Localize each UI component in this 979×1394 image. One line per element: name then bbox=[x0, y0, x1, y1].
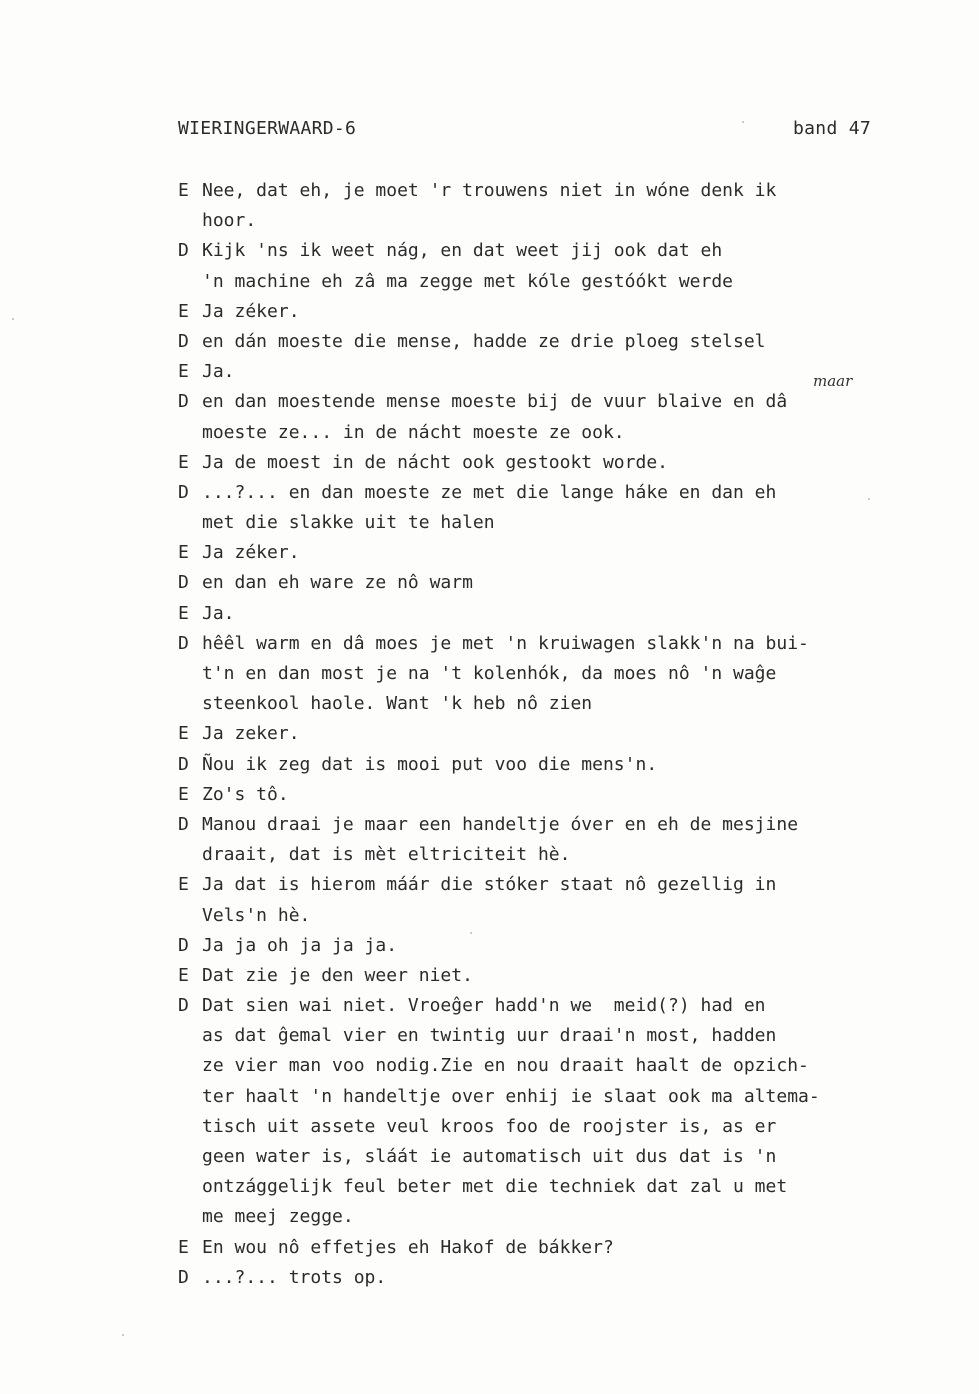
transcript-turn bbox=[178, 931, 918, 961]
speaker-label: D bbox=[178, 240, 189, 262]
scan-speck bbox=[470, 932, 472, 934]
transcript-turn bbox=[178, 991, 918, 1233]
transcript-line: steenkool haole. Want 'k heb nô zien bbox=[202, 693, 593, 715]
transcript-line: Ja zéker. bbox=[202, 542, 300, 564]
speaker-label: E bbox=[178, 300, 189, 322]
tape-number: band 47 bbox=[793, 118, 871, 139]
transcript-line: Ja zeker. bbox=[202, 723, 300, 745]
speaker-label: D bbox=[178, 572, 189, 594]
transcript-turn bbox=[178, 176, 918, 236]
speaker-label: D bbox=[178, 813, 189, 835]
transcript-line: en dan moestende mense moeste bij de vuur blaive en dâ bbox=[202, 391, 788, 413]
transcript-line: Ja zéker. bbox=[202, 300, 300, 322]
transcript-line: ze vier man voo nodig.Zie en nou draait haalt de opzich- bbox=[202, 1055, 809, 1077]
transcript-line: Ja. bbox=[202, 602, 235, 624]
handwritten-correction: maar bbox=[813, 372, 853, 390]
transcript-turn bbox=[178, 599, 918, 629]
transcript-line: me meej zegge. bbox=[202, 1206, 354, 1228]
transcript-line: Ja dat is hierom máár die stóker staat nô gezellig in bbox=[202, 874, 777, 896]
transcript-turn bbox=[178, 357, 918, 387]
transcript-turn bbox=[178, 629, 918, 720]
transcript-line: Manou draai je maar een handeltje óver en eh de mesjine bbox=[202, 813, 799, 835]
transcript-line: ...?... en dan moeste ze met die lange háke en dan eh bbox=[202, 481, 777, 503]
transcript-turn bbox=[178, 750, 918, 780]
scan-speck bbox=[12, 318, 14, 320]
speaker-label: D bbox=[178, 995, 189, 1017]
transcript-line: en dán moeste die mense, hadde ze drie ploeg stelsel bbox=[202, 330, 766, 352]
transcript-line: geen water is, sláát ie automatisch uit dus dat is 'n bbox=[202, 1146, 777, 1167]
speaker-label: D bbox=[178, 1266, 189, 1288]
speaker-label: D bbox=[178, 632, 189, 654]
transcript-line: moeste ze... in de nácht moeste ze ook. bbox=[202, 421, 625, 443]
transcript-turn bbox=[178, 297, 918, 327]
speaker-label: E bbox=[178, 602, 189, 624]
transcript-turn bbox=[178, 719, 918, 749]
speaker-label: E bbox=[178, 451, 189, 473]
transcript-line: En wou nô effetjes eh Hakof de bákker? bbox=[202, 1236, 614, 1258]
transcript-turn bbox=[178, 780, 918, 810]
speaker-label: E bbox=[178, 783, 189, 805]
transcript-turn bbox=[178, 387, 918, 447]
transcript-turn bbox=[178, 236, 918, 296]
scan-speck bbox=[742, 121, 744, 123]
transcript-line: Dat sien wai niet. Vroeĝer hadd'n we meid(?) had en bbox=[202, 995, 766, 1017]
transcript-turn bbox=[178, 1233, 918, 1263]
speaker-label: E bbox=[178, 1236, 189, 1258]
transcript-turn bbox=[178, 870, 918, 930]
transcript-line: met die slakke uit te halen bbox=[202, 512, 495, 534]
transcript-line: Zo's tô. bbox=[202, 783, 289, 805]
transcript-line: 'n machine eh zâ ma zegge met kóle gestóókt werde bbox=[202, 270, 734, 292]
transcript-turn bbox=[178, 810, 918, 870]
transcript-line: ...?... trots op. bbox=[202, 1266, 387, 1288]
transcript-turn bbox=[178, 478, 918, 538]
speaker-label: D bbox=[178, 481, 189, 503]
speaker-label: E bbox=[178, 180, 189, 201]
transcript-turn bbox=[178, 1263, 918, 1293]
transcript-line: Nee, dat eh, je moet 'r trouwens niet in wóne denk ik bbox=[202, 180, 777, 201]
transcript-turn bbox=[178, 327, 918, 357]
transcript-line: tisch uit assete veul kroos foo de roojster is, as er bbox=[202, 1115, 777, 1137]
transcript-turn bbox=[178, 448, 918, 478]
transcript-line: Vels'n hè. bbox=[202, 904, 311, 926]
scan-speck bbox=[868, 498, 870, 500]
speaker-label: D bbox=[178, 391, 189, 413]
transcript-line: ter haalt 'n handeltje over enhij ie slaat ook ma altema- bbox=[202, 1085, 820, 1107]
transcript-line: draait, dat is mèt eltriciteit hè. bbox=[202, 844, 571, 866]
transcript-line: Ja ja oh ja ja ja. bbox=[202, 934, 398, 956]
speaker-label: D bbox=[178, 330, 189, 352]
scan-speck bbox=[122, 1334, 124, 1336]
transcript-line: Ñou ik zeg dat is mooi put voo die mens'n. bbox=[202, 753, 658, 775]
speaker-label: E bbox=[178, 874, 189, 896]
transcript bbox=[178, 176, 918, 1293]
speaker-label: E bbox=[178, 542, 189, 564]
transcript-line: t'n en dan most je na 't kolenhók, da moes nô 'n waĝe bbox=[202, 663, 777, 684]
transcript-line: Ja de moest in de nácht ook gestookt worde. bbox=[202, 451, 668, 473]
speaker-label: D bbox=[178, 934, 189, 956]
transcript-line: Ja. bbox=[202, 361, 235, 383]
transcript-line: Kijk 'ns ik weet nág, en dat weet jij ook dat eh bbox=[202, 240, 723, 262]
transcript-line: ontzággelijk feul beter met die techniek dat zal u met bbox=[202, 1176, 788, 1198]
speaker-label: E bbox=[178, 361, 189, 383]
transcript-turn bbox=[178, 961, 918, 991]
document-title: WIERINGERWAARD-6 bbox=[178, 118, 357, 139]
transcript-line: Dat zie je den weer niet. bbox=[202, 964, 473, 986]
speaker-label: E bbox=[178, 964, 189, 986]
transcript-turn bbox=[178, 538, 918, 568]
transcript-line: en dan eh ware ze nô warm bbox=[202, 572, 473, 594]
speaker-label: E bbox=[178, 723, 189, 745]
transcript-turn bbox=[178, 568, 918, 598]
transcript-line: hoor. bbox=[202, 210, 257, 232]
transcript-line: as dat ĝemal vier en twintig uur draai'n most, hadden bbox=[202, 1025, 777, 1047]
transcript-line: hêêl warm en dâ moes je met 'n kruiwagen slakk'n na bui- bbox=[202, 632, 809, 654]
speaker-label: D bbox=[178, 753, 189, 775]
